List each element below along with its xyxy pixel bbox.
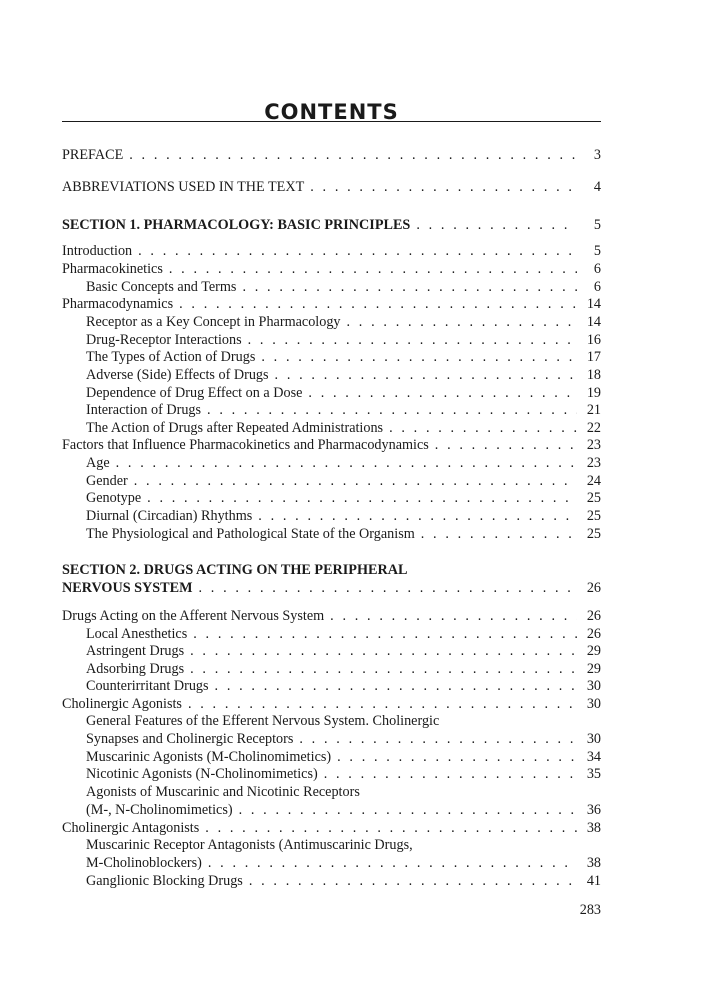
toc-entry-page: 25 <box>586 490 601 506</box>
toc-entry-title: Introduction <box>62 243 133 259</box>
toc-entry[interactable] <box>86 402 601 420</box>
dot-leader <box>169 261 577 279</box>
dot-leader <box>190 661 577 679</box>
toc-entry-page: 23 <box>586 455 601 471</box>
toc-entry[interactable] <box>86 279 601 297</box>
dot-leader <box>207 402 577 420</box>
toc-entry-title: Diurnal (Circadian) Rhythms <box>86 508 253 524</box>
toc-entry-page: 25 <box>586 526 601 542</box>
dot-leader <box>275 367 577 385</box>
dot-leader <box>330 608 577 626</box>
toc-entry-title: Cholinergic Antagonists <box>62 820 200 836</box>
dot-leader <box>129 147 577 165</box>
dot-leader <box>416 217 577 235</box>
toc-entry-title: Basic Concepts and Terms <box>86 279 237 295</box>
toc-entry-title: Cholinergic Agonists <box>62 696 182 712</box>
toc-entry-title: Age <box>86 455 110 471</box>
toc-entry[interactable] <box>86 508 601 526</box>
toc-entry-title: SECTION 1. PHARMACOLOGY: BASIC PRINCIPLES <box>62 217 411 233</box>
toc-entry-title: Drug-Receptor Interactions <box>86 332 242 348</box>
toc-entry-title-line: General Features of the Efferent Nervous System. Cholinergic <box>86 713 440 730</box>
toc-entry[interactable] <box>86 873 601 891</box>
toc-entry-page: 24 <box>586 473 601 489</box>
toc-entry-page: 29 <box>586 661 601 677</box>
toc-entry-page: 19 <box>586 385 601 401</box>
dot-leader <box>190 643 577 661</box>
toc-entry-title: Gender <box>86 473 128 489</box>
toc-entry-title: ABBREVIATIONS USED IN THE TEXT <box>62 179 305 195</box>
toc-entry[interactable] <box>62 437 601 455</box>
toc-entry-page: 26 <box>586 608 601 624</box>
toc-entry-page: 14 <box>586 296 601 312</box>
toc-entry[interactable] <box>86 332 601 350</box>
dot-leader <box>188 696 577 714</box>
toc-entry-title: Pharmacokinetics <box>62 261 163 277</box>
dot-leader <box>248 332 577 350</box>
dot-leader <box>324 766 577 784</box>
toc-entry[interactable] <box>62 820 601 838</box>
toc-entry-page: 36 <box>586 802 601 818</box>
toc-entry[interactable] <box>62 562 601 597</box>
toc-entry-title: Ganglionic Blocking Drugs <box>86 873 243 889</box>
dot-leader <box>310 179 577 197</box>
toc-entry[interactable] <box>86 784 601 819</box>
dot-leader <box>299 731 577 749</box>
dot-leader <box>261 349 577 367</box>
toc-entry[interactable] <box>86 349 601 367</box>
toc-entry-title: Adsorbing Drugs <box>86 661 185 677</box>
toc-entry[interactable] <box>86 626 601 644</box>
toc-entry-page: 38 <box>586 855 601 871</box>
toc-entry-page: 16 <box>586 332 601 348</box>
dot-leader <box>249 873 577 891</box>
toc-entry-title: NERVOUS SYSTEM <box>62 580 193 596</box>
toc-entry[interactable] <box>62 296 601 314</box>
toc-entry-title: Drugs Acting on the Afferent Nervous System <box>62 608 325 624</box>
toc-entry[interactable] <box>62 179 601 197</box>
dot-leader <box>435 437 577 455</box>
toc-entry-title: M-Cholinoblockers) <box>86 855 202 871</box>
toc-entry-page: 38 <box>586 820 601 836</box>
toc-entry-title: Astringent Drugs <box>86 643 185 659</box>
toc-entry-page: 22 <box>586 420 601 436</box>
page-title: CONTENTS <box>264 100 399 125</box>
toc-entry-page: 34 <box>586 749 601 765</box>
toc-entry-page: 30 <box>586 696 601 712</box>
toc-entry-page: 4 <box>593 179 601 195</box>
toc-entry[interactable] <box>62 696 601 714</box>
toc-entry-page: 26 <box>586 580 601 596</box>
dot-leader <box>179 296 577 314</box>
toc-entry[interactable] <box>62 217 601 235</box>
toc-entry[interactable] <box>86 420 601 438</box>
toc-entry-page: 41 <box>586 873 601 889</box>
dot-leader <box>198 580 577 598</box>
toc-entry-title: Counterirritant Drugs <box>86 678 209 694</box>
dot-leader <box>205 820 577 838</box>
toc-entry[interactable] <box>86 367 601 385</box>
toc-entry-title: Genotype <box>86 490 142 506</box>
toc-entry-title-line: Muscarinic Receptor Antagonists (Antimuscarinic Drugs, <box>86 837 413 854</box>
toc-entry-title: Interaction of Drugs <box>86 402 202 418</box>
dot-leader <box>239 802 577 820</box>
toc-entry-page: 30 <box>586 678 601 694</box>
dot-leader <box>215 678 577 696</box>
toc-entry[interactable] <box>86 455 601 473</box>
toc-entry-page: 6 <box>593 279 601 295</box>
toc-entry-page: 3 <box>593 147 601 163</box>
dot-leader <box>138 243 577 261</box>
toc-entry-page: 25 <box>586 508 601 524</box>
toc-entry-title: Pharmacodynamics <box>62 296 174 312</box>
dot-leader <box>116 455 577 473</box>
toc-entry[interactable] <box>62 608 601 626</box>
toc-entry[interactable] <box>86 643 601 661</box>
toc-entry[interactable] <box>86 749 601 767</box>
toc-entry-page: 29 <box>586 643 601 659</box>
toc-entry[interactable] <box>86 314 601 332</box>
toc-entry-title: The Types of Action of Drugs <box>86 349 256 365</box>
dot-leader <box>421 526 577 544</box>
toc-entry[interactable] <box>86 661 601 679</box>
toc-entry-page: 17 <box>586 349 601 365</box>
toc-entry-page: 21 <box>586 402 601 418</box>
toc-entry-page: 23 <box>586 437 601 453</box>
toc-entry-title: Muscarinic Agonists (M-Cholinomimetics) <box>86 749 332 765</box>
toc-entry[interactable] <box>62 147 601 165</box>
dot-leader <box>389 420 577 438</box>
dot-leader <box>208 855 577 873</box>
dot-leader <box>308 385 577 403</box>
toc-entry-title-line: Agonists of Muscarinic and Nicotinic Receptors <box>86 784 360 801</box>
toc-entry[interactable] <box>86 766 601 784</box>
toc-entry-title: Receptor as a Key Concept in Pharmacology <box>86 314 341 330</box>
toc-entry[interactable] <box>86 490 601 508</box>
toc-entry-page: 5 <box>593 243 601 259</box>
toc-entry-title: Local Anesthetics <box>86 626 188 642</box>
dot-leader <box>134 473 577 491</box>
dot-leader <box>193 626 577 644</box>
toc-entry[interactable] <box>86 678 601 696</box>
toc-entry-title: The Action of Drugs after Repeated Administrations <box>86 420 384 436</box>
toc-entry-title: Adverse (Side) Effects of Drugs <box>86 367 269 383</box>
toc-entry-page: 30 <box>586 731 601 747</box>
toc-entry-title-line: SECTION 2. DRUGS ACTING ON THE PERIPHERAL <box>62 562 408 579</box>
toc-entry-page: 5 <box>593 217 601 233</box>
title-rule <box>62 121 601 122</box>
toc-entry-title: Nicotinic Agonists (N-Cholinomimetics) <box>86 766 318 782</box>
toc-entry-title: Dependence of Drug Effect on a Dose <box>86 385 303 401</box>
toc-entry[interactable] <box>62 261 601 279</box>
dot-leader <box>258 508 577 526</box>
toc-entry-page: 14 <box>586 314 601 330</box>
toc-entry[interactable] <box>86 385 601 403</box>
page-number: 283 <box>579 902 601 918</box>
toc-entry-title: The Physiological and Pathological State of the Organism <box>86 526 415 542</box>
toc-entry-page: 26 <box>586 626 601 642</box>
dot-leader <box>242 279 577 297</box>
toc-entry[interactable] <box>86 526 601 544</box>
toc-entry-page: 18 <box>586 367 601 383</box>
toc-entry-page: 6 <box>593 261 601 277</box>
dot-leader <box>337 749 577 767</box>
toc-entry-title: Synapses and Cholinergic Receptors <box>86 731 294 747</box>
toc-entry[interactable] <box>86 473 601 491</box>
toc-entry[interactable] <box>62 243 601 261</box>
toc-entry-page: 35 <box>586 766 601 782</box>
toc-entry[interactable] <box>86 713 601 748</box>
toc-entry[interactable] <box>86 837 601 872</box>
toc-entry-title: (M-, N-Cholinomimetics) <box>86 802 233 818</box>
toc-entry-title: PREFACE <box>62 147 124 163</box>
dot-leader <box>147 490 577 508</box>
toc-entry-title: Factors that Influence Pharmacokinetics and Pharmacodynamics <box>62 437 429 453</box>
dot-leader <box>347 314 577 332</box>
